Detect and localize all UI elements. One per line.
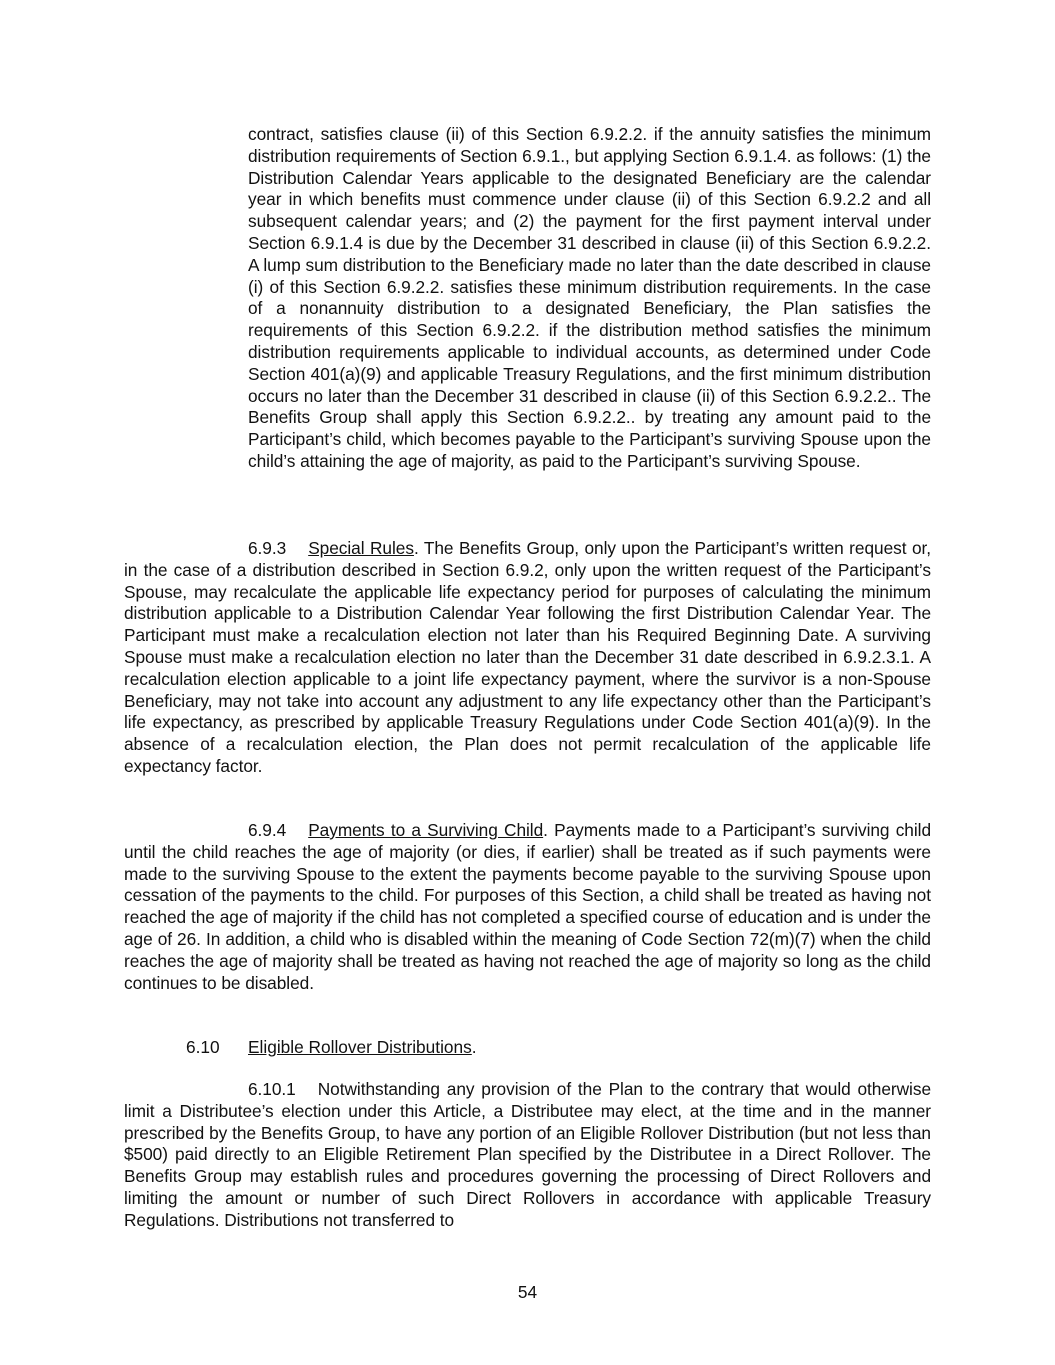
- section-title: Eligible Rollover Distributions: [248, 1037, 472, 1057]
- section-6-10-1: [124, 1079, 931, 1232]
- section-number: 6.10: [186, 1037, 220, 1057]
- section-body: Notwithstanding any provision of the Plan to the contrary that would otherwise limit a Distributee’s election under this Article, a Distributee may elect, at the time and in the manner prescribed by the Benefits Group, to have any portion of an Eligible Rollover Distribution (but not less than $500) paid directly to an Eligible Retirement Plan specified by the Distributee in a Direct Rollover. The Benefits Group may establish rules and procedures governing the processing of Direct Rollovers and limiting the amount or number of such Direct Rollovers in accordance with applicable Treasury Regulations. Distributions not transferred to: [124, 1079, 931, 1230]
- section-6-10-heading: [186, 1037, 477, 1059]
- continued-paragraph: [248, 124, 931, 473]
- section-number: 6.9.3: [248, 538, 287, 558]
- section-number: 6.10.1: [248, 1079, 296, 1099]
- section-number: 6.9.4: [248, 820, 287, 840]
- section-6-9-4: [124, 820, 931, 994]
- continued-paragraph-text: contract, satisfies clause (ii) of this Section 6.9.2.2. if the annuity satisfies the minimum distribution requirements of Section 6.9.1., but applying Section 6.9.1.4. as follows: (1) the Distribution Calendar Years applicable to the designated Beneficiary are the calendar year in which benefits must commence under clause (ii) of this Section 6.9.2.2 and all subsequent calendar years; and (2) the payment for the first payment interval under Section 6.9.1.4 is due by the December 31 described in clause (ii) of this Section 6.9.2.2. A lump sum distribution to the Beneficiary made no later than the date described in clause (i) of this Section 6.9.2.2. satisfies these minimum distribution requirements. In the case of a nonannuity distribution to a designated Beneficiary, the Plan satisfies the requirements of this Section 6.9.2.2. if the distribution method satisfies the minimum distribution requirements applicable to individual accounts, as determined under Code Section 401(a)(9) and applicable Treasury Regulations, and the first minimum distribution occurs no later than the December 31 described in clause (ii) of this Section 6.9.2.2.. The Benefits Group shall apply this Section 6.9.2.2.. by treating any amount paid to the Participant’s child, which becomes payable to the Participant’s surviving Spouse upon the child’s attaining the age of majority, as paid to the Participant’s surviving Spouse.: [248, 124, 931, 471]
- section-body: . Payments made to a Participant’s surviving child until the child reaches the age of majority (or dies, if earlier) shall be treated as if such payments were made to the surviving Spouse to the extent the payments become payable to the surviving Spouse upon cessation of the payments to the child. For purposes of this Section, a child shall be treated as having not reached the age of majority if the child has not completed a specified course of education and is under the age of 26. In addition, a child who is disabled within the meaning of Code Section 72(m)(7) when the child reaches the age of majority shall be treated as having not reached the age of majority so long as the child continues to be disabled.: [124, 820, 932, 993]
- section-title-suffix: .: [471, 1037, 477, 1057]
- section-title: Special Rules: [308, 538, 414, 558]
- section-title: Payments to a Surviving Child: [308, 820, 544, 840]
- page-number: 54: [517, 1282, 538, 1302]
- section-body: . The Benefits Group, only upon the Participant’s written request or, in the case of a distribution described in Section 6.9.2, only upon the written request of the Participant’s Spouse, may recalculate the applicable life expectancy period for purposes of calculating the minimum distribution applicable to a Distribution Calendar Year following the first Distribution Calendar Year. The Participant must make a recalculation election not later than his Required Beginning Date. A surviving Spouse must make a recalculation election no later than the December 31 date described in 6.9.2.3.1. A recalculation election applicable to a joint life expectancy payment, where the survivor is a non-Spouse Beneficiary, may not take into account any adjustment to any life expectancy other than the Participant’s life expectancy, as prescribed by applicable Treasury Regulations under Code Section 401(a)(9). In the absence of a recalculation election, the Plan does not permit recalculation of the applicable life expectancy factor.: [124, 538, 932, 776]
- section-6-9-3: [124, 538, 931, 778]
